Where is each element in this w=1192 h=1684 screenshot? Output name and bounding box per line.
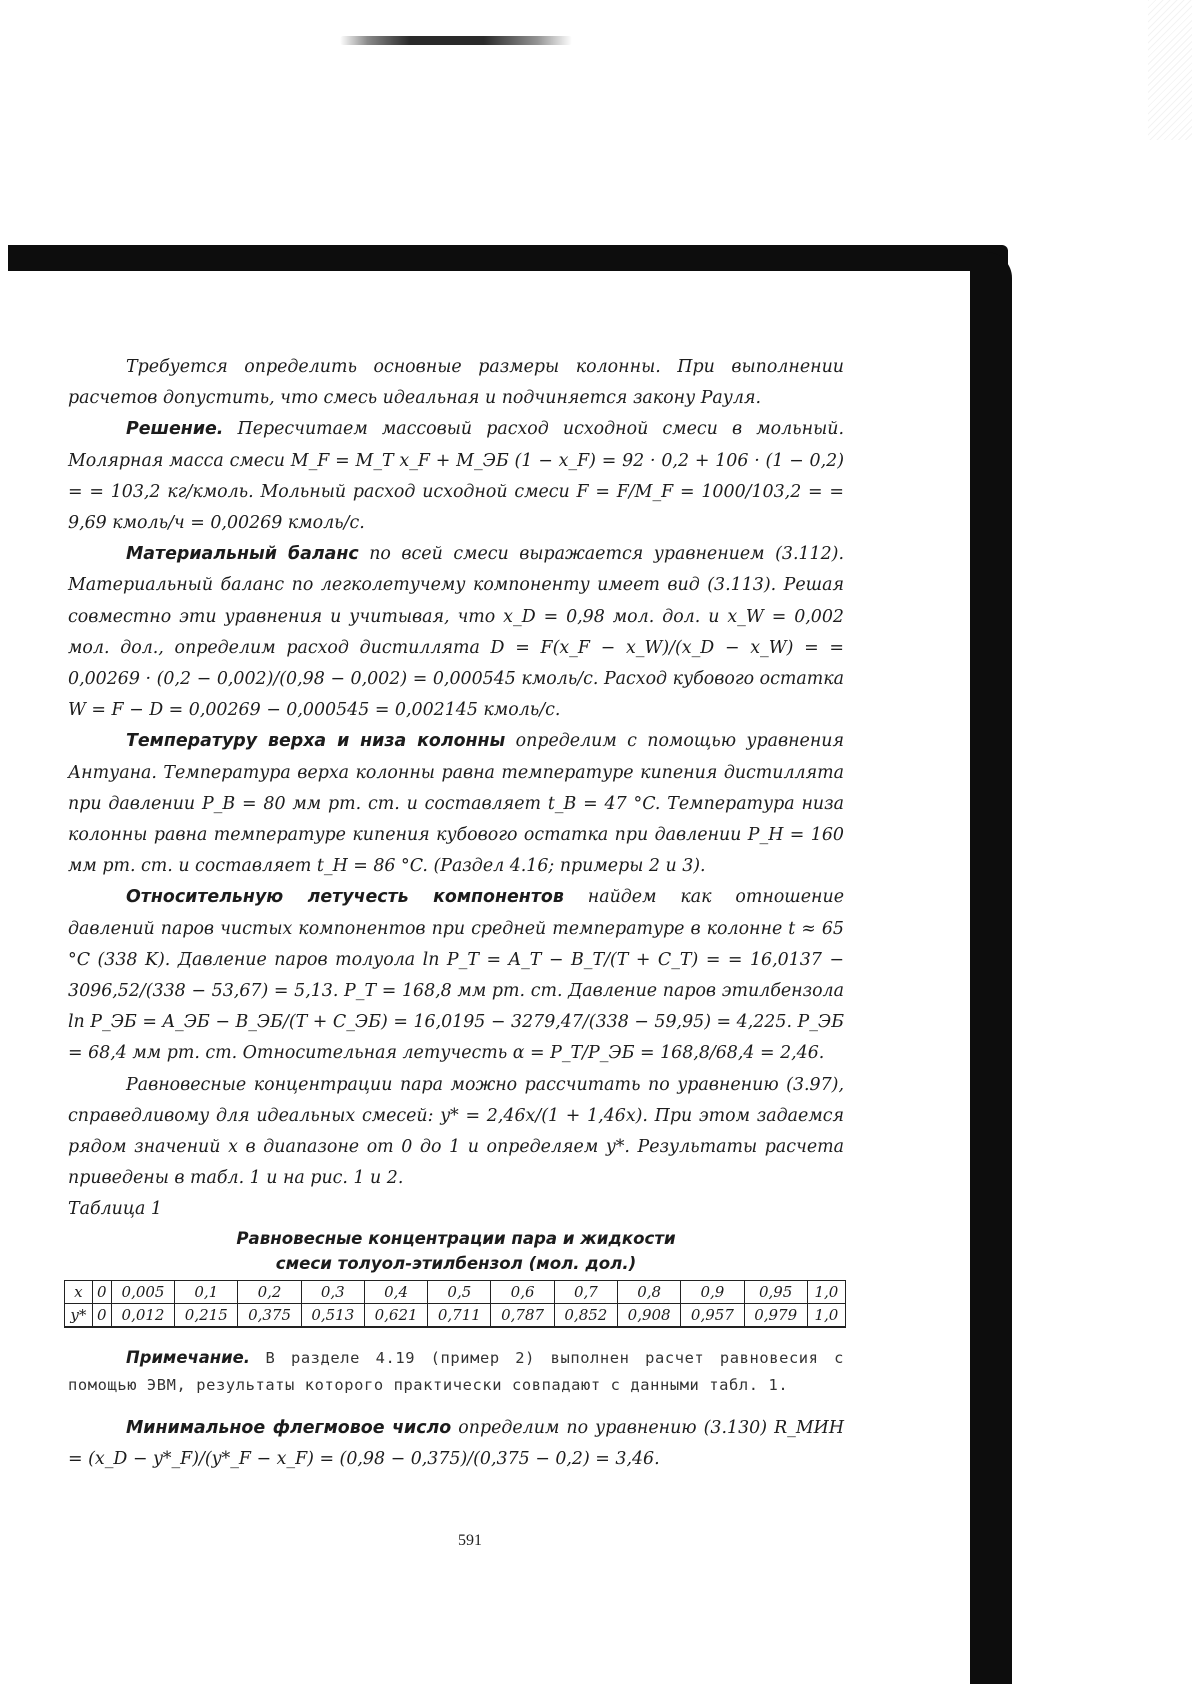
- paragraph-volatility: [68, 882, 844, 1069]
- scan-speckle: [1148, 0, 1192, 140]
- table-cell: 0,513: [301, 1303, 364, 1327]
- table-title-line1: Равновесные концентрации пара и жидкости: [236, 1228, 676, 1248]
- paragraph-note: [68, 1344, 844, 1399]
- table-cell: 0,7: [554, 1280, 617, 1303]
- paragraph-temperatures: [68, 726, 844, 882]
- table-cell: 0,852: [554, 1303, 617, 1327]
- temperatures-text: определим с помощью уравнения Антуана. Температура верха колонны равна температуре кипения дистиллята при давлении P_B = 80 мм рт. ст. и составляет t_B = 47 °C. Температура низа колонны равна температуре кипения кубового остатка при давлении P_H = 160 мм рт. ст. и составляет t_H = 86 °C. (Раздел 4.16; примеры 2 и 3).: [68, 731, 845, 877]
- table-cell: 0,8: [618, 1280, 681, 1303]
- note-heading: Примечание.: [126, 1347, 250, 1367]
- table-cell: 0,957: [681, 1303, 744, 1327]
- volatility-heading: Относительную летучесть компонентов: [126, 887, 564, 908]
- table-cell: 0,95: [744, 1280, 807, 1303]
- paragraph-solution: [68, 414, 844, 539]
- temperatures-heading: Температуру верха и низа колонны: [126, 731, 506, 752]
- table-cell: 0,9: [681, 1280, 744, 1303]
- scan-smudge: [340, 36, 572, 45]
- volatility-text: найдем как отношение давлений паров чистых компонентов при средней температуре в колонне t ≈ 65 °C (338 K). Давление паров толуола ln P_T = A_T − B_T/(T + C_T) = = 16,0137 − 3096,52/(338 − 53,67) = 5,13. P_T = 168,8 мм рт. ст. Давление паров этилбензола ln P_ЭБ = A_ЭБ − B_ЭБ/(T + C_ЭБ) = 16,0195 − 3279,47/(338 − 59,95) = 4,225. P_ЭБ = 68,4 мм рт. ст. Относительная летучесть α = P_T/P_ЭБ = 168,8/68,4 = 2,46.: [68, 887, 844, 1064]
- table-cell: 0: [92, 1280, 111, 1303]
- table-cell: 0,5: [428, 1280, 491, 1303]
- material-balance-heading: Материальный баланс: [126, 544, 359, 565]
- table-caption: Таблица 1: [68, 1199, 162, 1220]
- table-cell: 0,3: [301, 1280, 364, 1303]
- table-cell: 0,1: [175, 1280, 238, 1303]
- table-cell: 0,005: [111, 1280, 174, 1303]
- paragraph-min-reflux: [68, 1413, 844, 1475]
- min-reflux-text: определим по уравнению (3.130) R_МИН = (x_D − y*_F)/(y*_F − x_F) = (0,98 − 0,375)/(0,375 − 0,2) = 3,46.: [68, 1417, 844, 1469]
- table-cell: 0,908: [618, 1303, 681, 1327]
- table-cell: 0,012: [111, 1303, 174, 1327]
- equilibrium-table: [64, 1280, 846, 1328]
- page-number: 591: [458, 1532, 482, 1549]
- table-cell: 0,2: [238, 1280, 301, 1303]
- note-text: В разделе 4.19 (пример 2) выполнен расчет равновесия с помощью ЭВМ, результаты которого практически совпадают с данными табл. 1.: [68, 1348, 844, 1394]
- table-cell: 0,711: [428, 1303, 491, 1327]
- paragraph-equilibrium: Равновесные концентрации пара можно рассчитать по уравнению (3.97), справедливому для идеальных смесей: y* = 2,46x/(1 + 1,46x). При этом задаемся рядом значений x в диапазоне от 0 до 1 и определяем y*. Результаты расчета приведены в табл. 1 и на рис. 1 и 2.: [68, 1074, 844, 1189]
- table-cell: 0,979: [744, 1303, 807, 1327]
- paragraph-material-balance: [68, 539, 844, 726]
- min-reflux-heading: Минимальное флегмовое число: [126, 1417, 452, 1438]
- table-cell: 0,6: [491, 1280, 554, 1303]
- page-content: [68, 352, 844, 1475]
- material-balance-text: по всей смеси выражается уравнением (3.112). Материальный баланс по легколетучему компоненту имеет вид (3.113). Решая совместно эти уравнения и учитывая, что x_D = 0,98 мол. дол. и x_W = 0,002 мол. дол., определим расход дистиллята D = F(x_F − x_W)/(x_D − x_W) = = 0,00269 · (0,2 − 0,002)/(0,98 − 0,002) = 0,000545 кмоль/с. Расход кубового остатка W = F − D = 0,00269 − 0,000545 = 0,002145 кмоль/с.: [68, 544, 844, 721]
- book-edge-top: [8, 245, 1008, 271]
- table-row: [65, 1280, 846, 1303]
- table-cell: 1,0: [807, 1303, 845, 1327]
- table-cell: 0,787: [491, 1303, 554, 1327]
- book-edge-right: [970, 252, 1012, 1684]
- table-cell: 0: [92, 1303, 111, 1327]
- table-cell: 0,375: [238, 1303, 301, 1327]
- paragraph-task: Требуется определить основные размеры колонны. При выполнении расчетов допустить, что смесь идеальная и подчиняется закону Рауля.: [68, 357, 844, 409]
- table-cell: 0,215: [175, 1303, 238, 1327]
- solution-text: Пересчитаем массовый расход исходной смеси в мольный. Молярная масса смеси M_F = M_T x_F + M_ЭБ (1 − x_F) = 92 · 0,2 + 106 · (1 − 0,2) = = 103,2 кг/кмоль. Мольный расход исходной смеси F = F/M_F = 1000/103,2 = = 9,69 кмоль/ч = 0,00269 кмоль/с.: [68, 419, 844, 534]
- table-cell: 1,0: [807, 1280, 845, 1303]
- table-title-line2: смеси толуол-этилбензол (мол. дол.): [275, 1253, 637, 1273]
- table-row-header: y*: [65, 1303, 93, 1327]
- table-row-header: x: [65, 1280, 93, 1303]
- table-cell: 0,621: [364, 1303, 427, 1327]
- table-cell: 0,4: [364, 1280, 427, 1303]
- solution-heading: Решение.: [126, 419, 224, 440]
- table-row: [65, 1303, 846, 1327]
